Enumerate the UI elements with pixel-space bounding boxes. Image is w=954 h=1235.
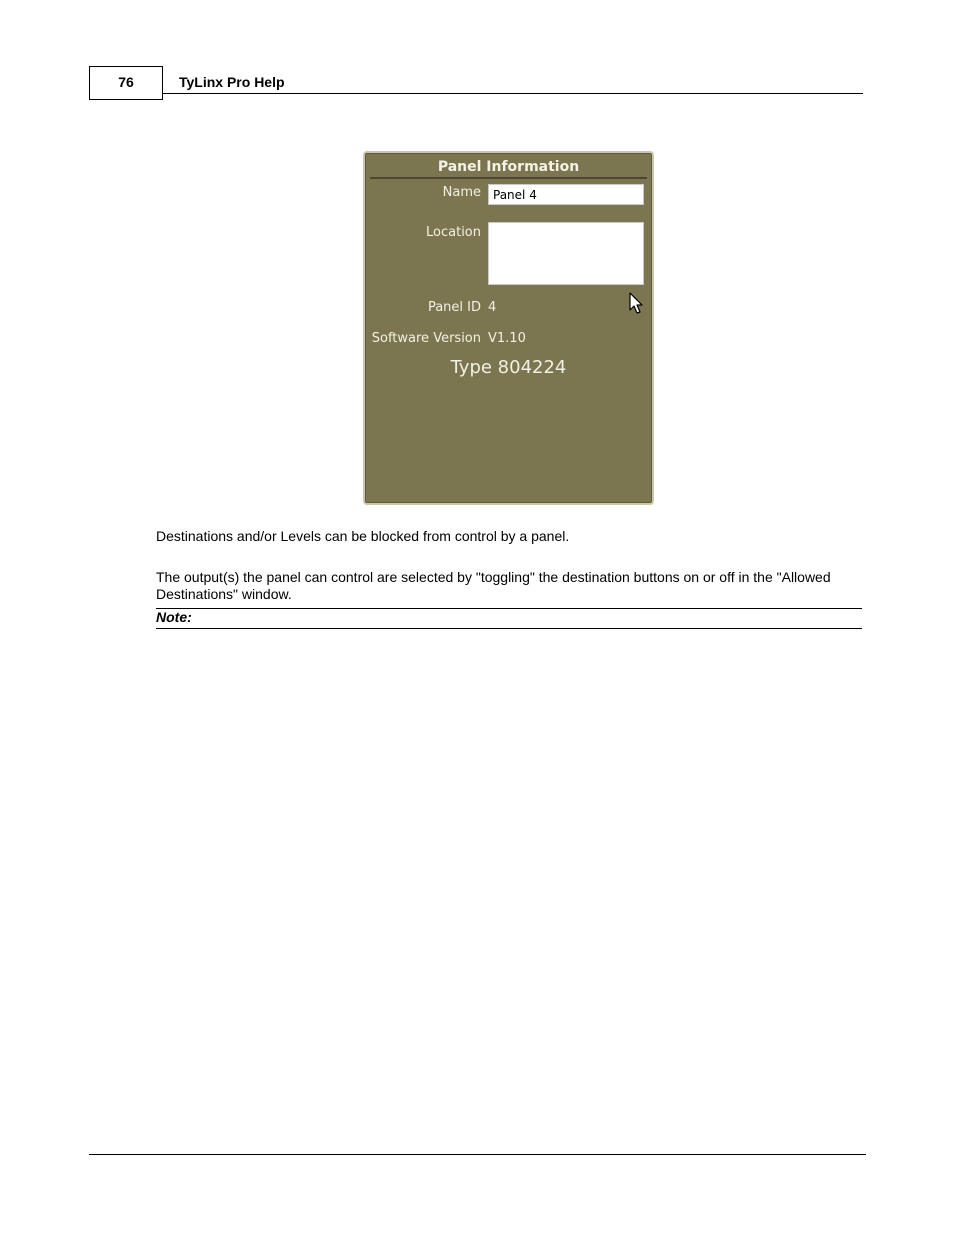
type-label: Type 804224 (450, 357, 567, 378)
location-input[interactable] (488, 222, 644, 285)
panel-id-label: Panel ID (427, 300, 481, 315)
note-top-divider (156, 608, 862, 609)
name-input[interactable] (488, 184, 644, 205)
footer-divider (89, 1154, 866, 1155)
panel-information-figure (363, 151, 654, 505)
software-version-label: Software Version (371, 331, 481, 346)
software-version-value: V1.10 (488, 331, 526, 346)
page-number: 76 (89, 66, 163, 100)
panel-title-divider (370, 177, 647, 179)
note-bottom-divider (156, 628, 862, 629)
panel-title: Panel Information (437, 159, 580, 175)
panel-id-value: 4 (488, 300, 497, 315)
mouse-pointer-icon (629, 292, 645, 316)
header-title: TyLinx Pro Help (179, 74, 285, 90)
paragraph-toggling: The output(s) the panel can control are selected by "toggling" the destination buttons on or off in the "Allowed Destinations" window. (156, 569, 831, 602)
header-divider (163, 93, 863, 94)
location-label: Location (426, 225, 481, 240)
paragraph-blocking: Destinations and/or Levels can be blocked from control by a panel. (156, 528, 570, 544)
note-label: Note: (156, 609, 192, 625)
name-label: Name (442, 185, 481, 200)
